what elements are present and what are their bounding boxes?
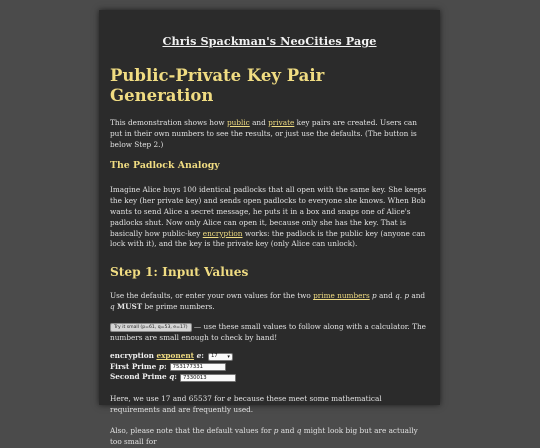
step1-heading: Step 1: Input Values	[110, 265, 249, 280]
page-content	[99, 10, 440, 447]
try-small-button[interactable]: Try it small (p=61, q=53, e=17)	[110, 323, 192, 332]
encryption-link[interactable]: encryption	[202, 228, 243, 238]
try-small-row: Try it small (p=61, q=53, e=17) — use these small values to follow along with a calculator. The numbers are small enough to check by hand!	[110, 321, 426, 342]
exponent-label: encryption exponent e:	[110, 351, 204, 361]
site-title-link[interactable]: Chris Spackman's NeoCities Page	[162, 34, 377, 48]
prime-numbers-link[interactable]: prime numbers	[313, 291, 370, 301]
first-prime-label: First Prime p:	[110, 361, 167, 371]
exponent-row	[110, 351, 429, 362]
first-prime-input[interactable]: 753177331	[170, 363, 226, 371]
exponent-note-paragraph: Here, we use 17 and 65537 for e because these meet some mathematical requirements and are frequently used.	[110, 393, 382, 414]
first-prime-row	[110, 362, 429, 373]
analogy-heading: The Padlock Analogy	[110, 160, 220, 172]
input-form	[110, 351, 429, 383]
intro-paragraph: This demonstration shows how public and private key pairs are created. Users can put in their own numbers to see the results, or just use the defaults. (The button is below Step 2.)	[110, 118, 417, 149]
public-link[interactable]: public	[226, 118, 250, 127]
exponent-select[interactable]: 17 ▾	[208, 353, 233, 361]
must-emphasis: MUST	[117, 301, 143, 311]
second-prime-label: Second Prime q:	[110, 372, 177, 382]
exponent-link[interactable]: exponent	[156, 351, 195, 361]
chevron-down-icon: ▾	[227, 353, 230, 360]
second-prime-input[interactable]: 7330013	[180, 374, 236, 382]
step1-paragraph: Use the defaults, or enter your own values for the two prime numbers p and q. p and q MUST be prime numbers.	[110, 291, 426, 311]
analogy-paragraph: Imagine Alice buys 100 identical padlocks that all open with the same key. She keeps the key (her private key) and sends open padlocks to everyone she knows. When Bob wants to send Alice a secret message, he puts it in a box and snaps one of Alice's padlocks shut. Now only Alice can open it, because only she has the key. That is basically how public-key encryption works: the padlock is the public key (anyone can lock with it), and the key is the private key (only Alice can unlock).	[110, 185, 427, 249]
defaults-note-paragraph: Also, please note that the default values for p and q might look big but are actually too small for	[110, 426, 418, 447]
page-title: Public-Private Key Pair Generation	[110, 66, 325, 105]
private-link[interactable]: private	[268, 118, 295, 127]
second-prime-row	[110, 372, 429, 383]
